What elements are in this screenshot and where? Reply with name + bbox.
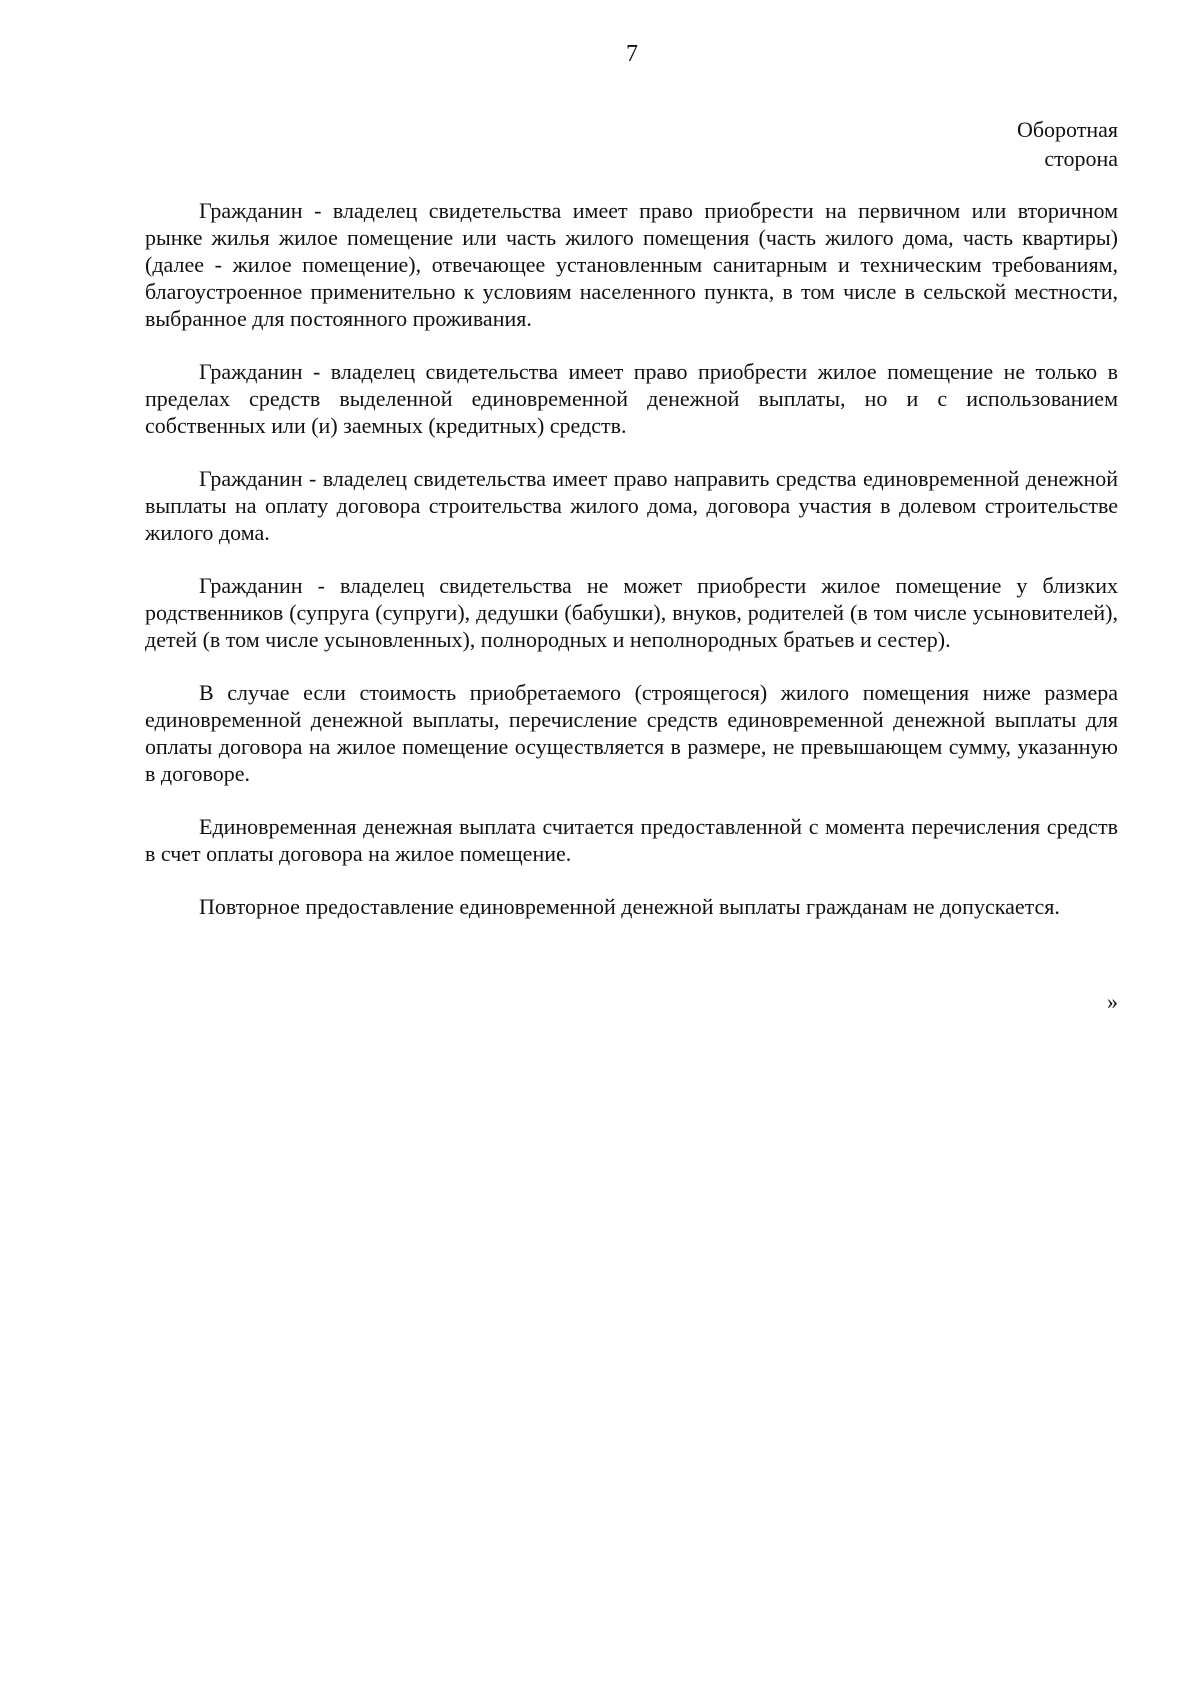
- side-label-line-1: Оборотная: [1016, 117, 1118, 142]
- paragraph-1: Гражданин - владелец свидетельства имеет право приобрести на первичном или вторичном рынке жилья жилое помещение или часть жилого помещения (часть жилого дома, часть квартиры) (далее - жилое помещение), отвечающее установленным санитарным и техническим требованиям, благоустроенное применительно к условиям населенного пункта, в том числе в сельской местности, выбранное для постоянного проживания.: [145, 198, 1118, 331]
- side-label: [918, 115, 1118, 173]
- paragraph-2: Гражданин - владелец свидетельства имеет право приобрести жилое помещение не только в пределах средств выделенной единовременной денежной выплаты, но и с использованием собственных или (и) заемных (кредитных) средств.: [145, 359, 1118, 438]
- side-label-line-2: сторона: [1044, 146, 1118, 171]
- closing-quote: »: [1107, 989, 1118, 1014]
- paragraph-6: Единовременная денежная выплата считается предоставленной с момента перечисления средств в счет оплаты договора на жилое помещение.: [145, 814, 1118, 866]
- page-number: 7: [626, 41, 638, 67]
- document-body: [145, 197, 1118, 946]
- paragraph-7: Повторное предоставление единовременной денежной выплаты гражданам не допускается.: [199, 894, 1060, 919]
- paragraph-3: Гражданин - владелец свидетельства имеет право направить средства единовременной денежной выплаты на оплату договора строительства жилого дома, договора участия в долевом строительстве жилого дома.: [145, 466, 1118, 545]
- paragraph-4: Гражданин - владелец свидетельства не может приобрести жилое помещение у близких родственников (супруга (супруги), дедушки (бабушки), внуков, родителей (в том числе усыновителей), детей (в том числе усыновленных), полнородных и неполнородных братьев и сестер).: [145, 573, 1118, 652]
- paragraph-5: В случае если стоимость приобретаемого (строящегося) жилого помещения ниже размера единовременной денежной выплаты, перечисление средств единовременной денежной выплаты для оплаты договора на жилое помещение осуществляется в размере, не превышающем сумму, указанную в договоре.: [145, 680, 1118, 786]
